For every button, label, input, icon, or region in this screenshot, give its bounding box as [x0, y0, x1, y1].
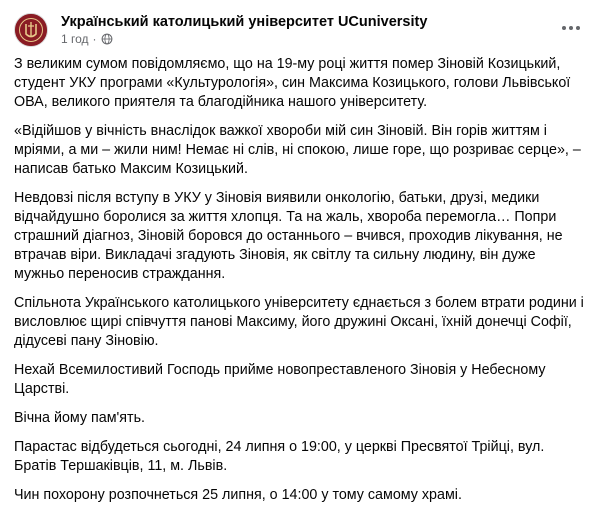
post-paragraph: «Відійшов у вічність внаслідок важкої хвороби мій син Зіновій. Він горів життям і мріями, а ми – жили ним! Немає ні слів, ні спокою, лише горе, що розриває серце», – написав батько Максим Козицький.	[14, 123, 581, 177]
avatar[interactable]	[14, 13, 48, 47]
more-horizontal-icon	[561, 25, 581, 31]
ucu-logo-icon	[15, 14, 47, 46]
post-paragraph: Спільнота Українського католицького університету єднається з болем втрати родини і висловлює щирі співчуття панові Максиму, його дружині Оксані, їхній донечці Софії, дідусеві пану Зіновію.	[14, 295, 584, 349]
post-body	[14, 55, 589, 515]
post-paragraph: Невдовзі після вступу в УКУ у Зіновія виявили онкологію, батьки, друзі, медики відчайдушно боролися за життя хлопця. Та на жаль, хвороба перемогла… Попри страшний діагноз, Зіновій боровся до останнього – вчився, проходив лікування, не втрачав віри. Викладачі згадують Зіновія, як світлу та сильну людину, він дуже мужньо переносив страждання.	[14, 190, 563, 282]
post-paragraph: Вічна йому пам'ять.	[14, 410, 145, 426]
post-paragraph: Нехай Всемилостивий Господь прийме новопреставленого Зіновія у Небесному Царстві.	[14, 362, 546, 397]
post-timestamp[interactable]: 1 год	[61, 32, 89, 46]
post-paragraph: Чин похорону розпочнеться 25 липня, о 14:00 у тому самому храмі.	[14, 487, 462, 503]
page-name-link[interactable]: Український католицький університет UCuniversity	[61, 14, 428, 30]
post-paragraph: З великим сумом повідомляємо, що на 19-му році життя помер Зіновій Козицький, студент УКУ програми «Культурологія», син Максима Козицького, голови Львівської ОВА, великого приятеля та благодійника нашого університету.	[14, 56, 571, 110]
globe-icon[interactable]	[101, 33, 113, 45]
meta-separator: ·	[92, 32, 97, 46]
more-options-button[interactable]	[558, 15, 584, 41]
post-paragraph: Парастас відбудеться сьогодні, 24 липня о 19:00, у церкві Пресвятої Трійці, вул. Братів Тершаківців, 11, м. Львів.	[14, 439, 545, 474]
post-header	[14, 13, 590, 47]
post-meta	[61, 31, 113, 47]
